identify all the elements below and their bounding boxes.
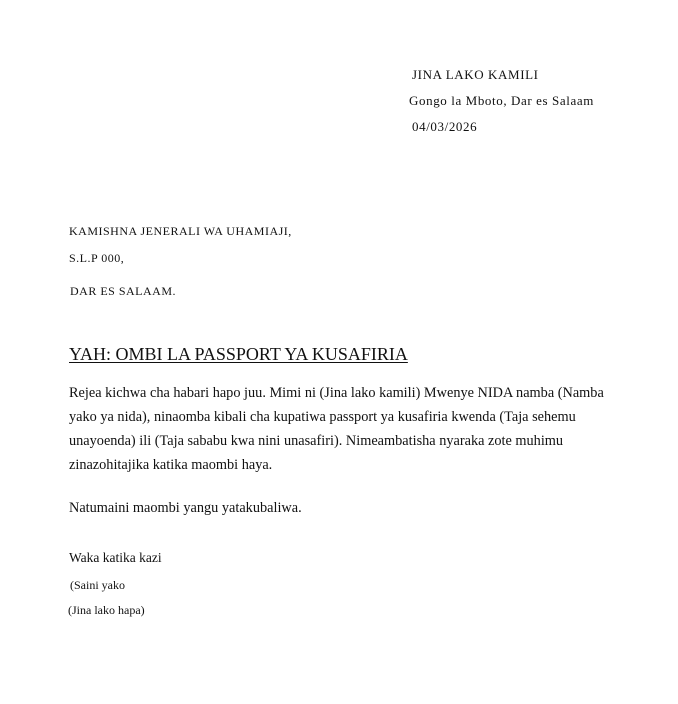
- recipient-block: [69, 223, 292, 299]
- signoff: Waka katika kazi: [69, 550, 162, 565]
- recipient-city: DAR ES SALAAM.: [70, 284, 177, 298]
- letter-subject: YAH: OMBI LA PASSPORT YA KUSAFIRIA: [69, 344, 408, 364]
- letter-date: 04/03/2026: [412, 119, 478, 134]
- letter-closing-line: Natumaini maombi yangu yatakubaliwa.: [69, 500, 302, 516]
- name-placeholder: (Jina lako hapa): [68, 603, 145, 617]
- sender-name: JINA LAKO KAMILI: [412, 67, 539, 82]
- recipient-po-box: S.L.P 000,: [69, 251, 125, 265]
- signature-placeholder: (Saini yako: [70, 578, 125, 592]
- sender-block: [409, 66, 594, 144]
- letter-body-paragraph: Rejea kichwa cha habari hapo juu. Mimi ni (Jina lako kamili) Mwenye NIDA namba (Namba yako ya nida), ninaomba kibali cha kupatiwa passport ya kusafiria kwenda (Taja sehemu unayoenda) ili (Taja sababu kwa nini unasafiri). Nimeambatisha nyaraka zote muhimu zinazohitajika katika maombi haya.: [69, 385, 604, 473]
- recipient-title: KAMISHNA JENERALI WA UHAMIAJI,: [69, 224, 292, 238]
- sender-address: Gongo la Mboto, Dar es Salaam: [409, 93, 594, 108]
